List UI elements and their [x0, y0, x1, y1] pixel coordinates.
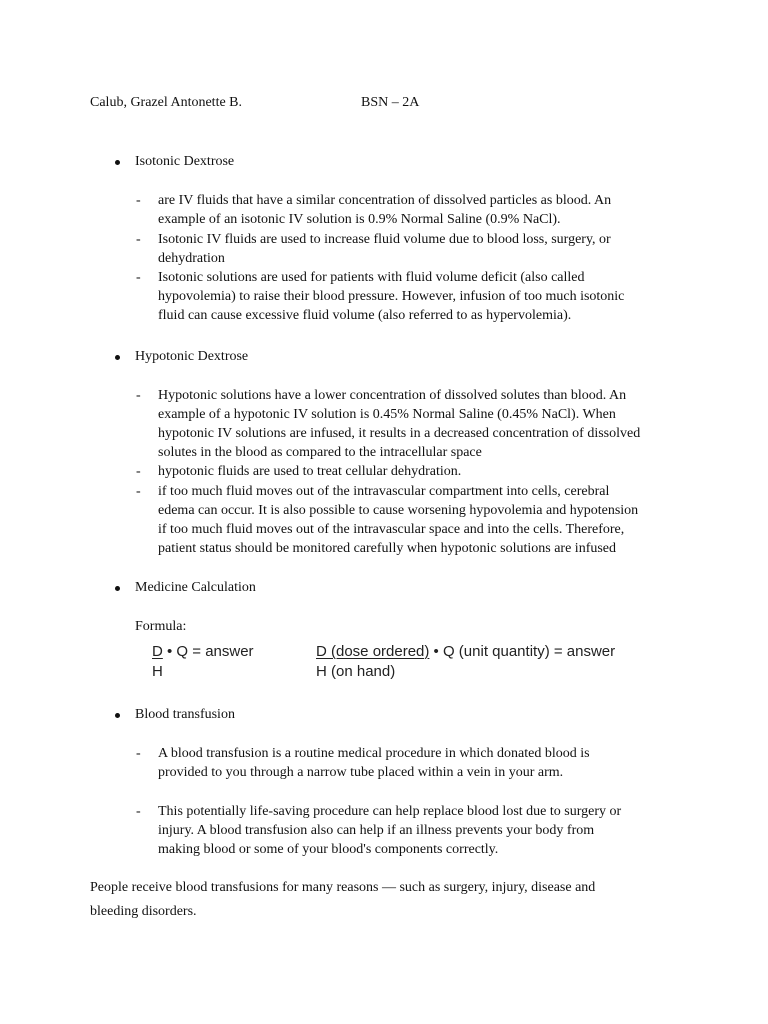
list-item: This potentially life-saving procedure can help replace blood lost due to surgery or injury. A blood transfusion also can help if an illness prevents your body from making blood or some of your blood's components correctly. — [158, 804, 622, 857]
dash-icon: - — [136, 464, 141, 479]
dash-icon: - — [136, 484, 141, 499]
section-title-medicine: Medicine Calculation — [135, 580, 256, 595]
list-item: Hypotonic solutions have a lower concentration of dissolved solutes than blood. An example of a hypotonic IV solution is 0.45% Normal Saline (0.45% NaCl). When hypotonic IV solutions are infused, it results in a decreased concentration of dissolved solutes in the blood as compared to the intracellular space — [158, 388, 641, 460]
course-section: BSN – 2A — [361, 95, 420, 110]
formula-short-numerator: D — [152, 643, 163, 660]
list-item: A blood transfusion is a routine medical procedure in which donated blood is provided to you through a narrow tube placed within a vein in your arm. — [158, 746, 590, 780]
list-item: Isotonic IV fluids are used to increase fluid volume due to blood loss, surgery, or dehydration — [158, 232, 611, 266]
formula-short-rest: • Q = answer — [162, 643, 254, 660]
section-title-blood-transfusion: Blood transfusion — [135, 707, 235, 722]
dash-icon: - — [136, 388, 141, 403]
bullet-icon — [115, 160, 120, 165]
list-item: Isotonic solutions are used for patients with fluid volume deficit (also called hypovolemia) to raise their blood pressure. However, infusion of too much isotonic fluid can cause excessive fluid volume (also referred to as hypervolemia). — [158, 270, 625, 323]
section-title-isotonic: Isotonic Dextrose — [135, 154, 235, 169]
list-item: hypotonic fluids are used to treat cellular dehydration. — [158, 464, 462, 479]
bullet-icon — [115, 355, 120, 360]
formula-label: Formula: — [135, 619, 187, 634]
bullet-icon — [115, 713, 120, 718]
formula-short-denominator: H — [152, 663, 163, 680]
formula-long-denominator: H (on hand) — [316, 663, 396, 680]
list-item: are IV fluids that have a similar concentration of dissolved particles as blood. An example of an isotonic IV solution is 0.9% Normal Saline (0.9% NaCl). — [158, 193, 612, 227]
formula-long-rest: • Q (unit quantity) = answer — [429, 643, 616, 660]
bullet-icon — [115, 586, 120, 591]
dash-icon: - — [136, 193, 141, 208]
dash-icon: - — [136, 270, 141, 285]
formula-long — [316, 642, 615, 662]
dash-icon: - — [136, 804, 141, 819]
dash-icon: - — [136, 746, 141, 761]
closing-paragraph: People receive blood transfusions for many reasons — such as surgery, injury, disease and bleeding disorders. — [90, 880, 596, 919]
list-item: if too much fluid moves out of the intravascular compartment into cells, cerebral edema can occur. It is also possible to cause worsening hypovolemia and hypotension if too much fluid moves out of the intravascular space and into the cells. Therefore, patient status should be monitored carefully when hypotonic solutions are infused — [158, 484, 639, 556]
formula-short — [152, 642, 254, 662]
formula-long-numerator: D (dose ordered) — [316, 643, 430, 660]
dash-icon: - — [136, 232, 141, 247]
student-name: Calub, Grazel Antonette B. — [90, 95, 243, 110]
section-title-hypotonic: Hypotonic Dextrose — [135, 349, 249, 364]
